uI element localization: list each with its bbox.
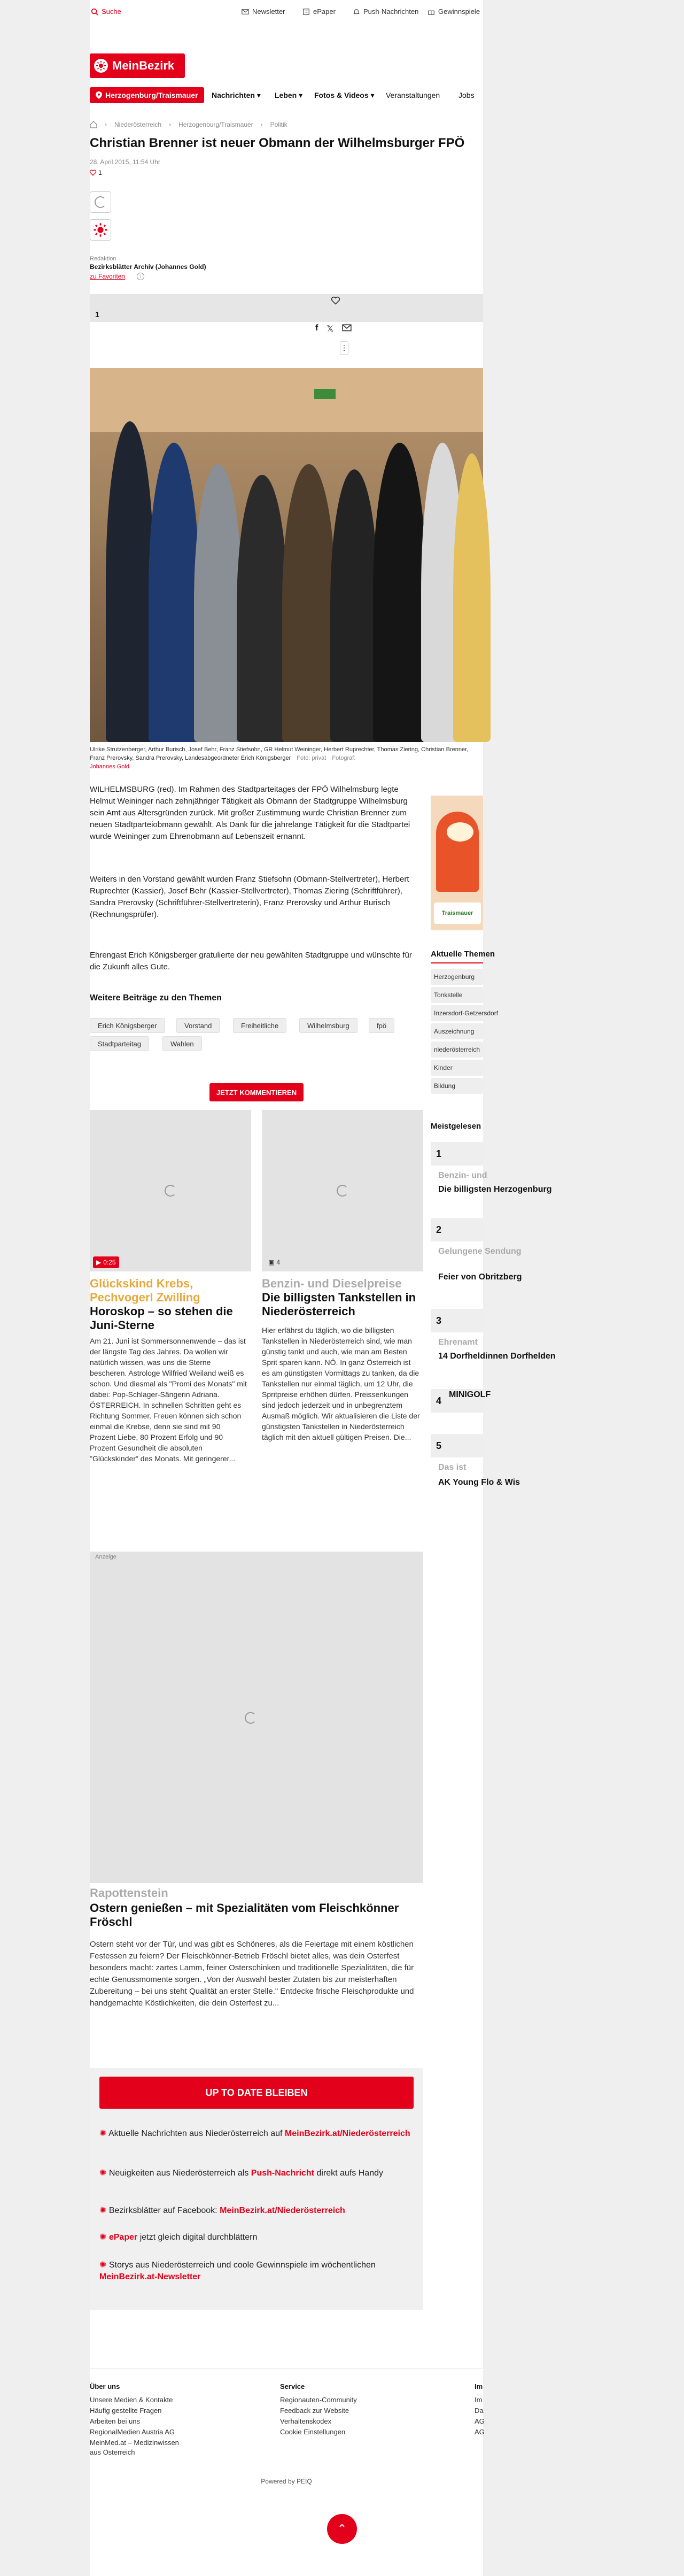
mail-share-icon[interactable]	[342, 323, 352, 332]
topic-tag[interactable]: fpö	[369, 1018, 394, 1033]
info-icon[interactable]: i	[137, 273, 144, 280]
card-title[interactable]: Horoskop – so stehen die Juni-Sterne	[90, 1305, 233, 1332]
footer-link[interactable]: Cookie Einstellungen	[280, 2428, 346, 2436]
topics-title: Aktuelle Themen	[431, 950, 495, 959]
topic-tag[interactable]: Tonkstelle	[431, 987, 483, 1003]
footer-heading: Im	[475, 2382, 483, 2390]
advertisement[interactable]: Anzeige	[90, 1552, 423, 1883]
photographer-link[interactable]: Johannes Gold	[90, 763, 129, 770]
breadcrumb-item[interactable]: Niederösterreich	[114, 121, 162, 128]
topic-tag[interactable]: Wilhelmsburg	[299, 1018, 357, 1033]
mail-icon	[242, 8, 249, 16]
most-read-title-item[interactable]: 14 Dorfheldinnen Dorfhelden	[438, 1352, 556, 1361]
sun-logo-icon: ✺	[99, 2206, 107, 2215]
author-name[interactable]: Bezirksblätter Archiv (Johannes Gold)	[90, 263, 206, 271]
x-icon[interactable]: 𝕏	[327, 325, 334, 334]
most-read-title: Meistgelesen	[431, 1122, 481, 1131]
gewinnspiele-link[interactable]: Gewinnspiele	[428, 7, 480, 16]
topic-tag[interactable]: Auszeichnung	[431, 1023, 483, 1039]
most-read-title-item[interactable]: Die billigsten Herzogenburg	[438, 1185, 552, 1194]
footer-link[interactable]: Feedback zur Website	[280, 2407, 349, 2415]
footer-link[interactable]: AG	[475, 2417, 485, 2425]
footer-link[interactable]: Unsere Medien & Kontakte	[90, 2396, 173, 2404]
footer-link[interactable]: MeinMed.at – Medizinwissen	[90, 2439, 179, 2447]
newsletter-row[interactable]: ✺ ePaper jetzt gleich digital durchblättern	[99, 2233, 258, 2242]
topic-tag[interactable]: Freiheitliche	[233, 1018, 286, 1033]
topic-tag[interactable]: Bildung	[431, 1078, 483, 1094]
newsletter-row[interactable]: ✺ Storys aus Niederösterreich und coole Gewinnspiele im wöchentlichen MeinBezirk.at-Newsletter	[99, 2261, 376, 2281]
nav-leben[interactable]: Leben ▾	[275, 91, 303, 99]
breadcrumb-item[interactable]: Herzogenburg/Traismauer	[178, 121, 253, 128]
card-title[interactable]: Die billigsten Tankstellen in Niederösterreich	[262, 1291, 416, 1318]
sun-logo-icon: ✺	[99, 2233, 107, 2242]
comment-button[interactable]: JETZT KOMMENTIEREN	[209, 1083, 304, 1101]
footer-link[interactable]: Im	[475, 2396, 483, 2404]
share-bar	[315, 323, 352, 334]
most-read-kicker: Benzin- und	[438, 1171, 487, 1180]
most-read-number: 5	[431, 1434, 483, 1457]
heart-icon	[90, 169, 96, 176]
footer-heading: Service	[280, 2382, 305, 2390]
article-paragraph: WILHELMSBURG (red). Im Rahmen des Stadtparteitages der FPÖ Wilhelmsburg legte Helmut Weininger nach zehnjähriger Tätigkeit als Obmann der Stadtgruppe Wilhelmsburg sein Amt aus Altersgründen zurück. Mit großer Zustimmung wurde Christian Brenner zum neuen Stadtparteiobmann gewählt. Als Dank für die jahrelange Tätigkeit für die Stadtpartei wurde Weininger zum Ehrenobmann auf Lebenszeit ernannt.	[90, 785, 410, 841]
like-button[interactable]: 1	[90, 169, 102, 176]
article-paragraph: Weiters in den Vorstand gewählt wurden Franz Stiefsohn (Obmann-Stellvertreter), Herbert Ruprechter (Kassier), Josef Behr (Kassier-Stellvertreter), Thomas Ziering (Schriftführer), Sandra Prerovsky (Schriftführer-Stellvertreterin), Franz Prerovsky und Arthur Burisch (Rechnungsprüfer).	[90, 875, 409, 919]
author-avatar[interactable]	[90, 219, 111, 241]
search-link[interactable]: Suche	[91, 7, 121, 16]
ad-title[interactable]: Ostern genießen – mit Spezialitäten vom Fleischkönner Fröschl	[90, 1901, 399, 1929]
photo-caption: Ulrike Strutzenberger, Arthur Burisch, Josef Behr, Franz Stiefsohn, GR Helmut Weininger, Herbert Ruprechter, Thomas Ziering, Christian Brenner, Franz Prerovsky, Sandra Prerovsky, Landesabgeordneter Erich Königsberger Foto: privat Fotograf: Johannes Gold	[90, 746, 469, 770]
article-photo[interactable]	[90, 368, 483, 742]
newsletter-box	[90, 2068, 423, 2310]
most-read-title-item[interactable]: Feier von Obritzberg	[438, 1272, 522, 1282]
sun-logo-icon: ✺	[99, 2261, 107, 2270]
camera-icon: ▣	[268, 1259, 275, 1266]
play-icon: ▶	[96, 1259, 102, 1266]
topic-tag[interactable]: Herzogenburg	[431, 969, 483, 985]
most-read-title-item[interactable]: AK Young Flo & Wis	[438, 1478, 520, 1487]
back-to-top-button[interactable]	[327, 2514, 357, 2544]
logo-sun-icon	[94, 59, 108, 73]
ad-text: Ostern steht vor der Tür, und was gibt es Schöneres, als die Feiertage mit einem köstlichen Festessen zu feiern? Der Fleischkönner-Betrieb Fröschl bietet alles, was dein Osterfest besonders macht: zartes Lamm, feiner Osterschinken und traditionelle Spezialitäten, die für echte Genussmomente sorgen. „Von der Auswahl bester Zutaten bis zur meisterhaften Zubereitung – bei uns steht Qualität an erster Stelle." Entdecke frische Fleischprodukte und handgemachte Köstlichkeiten, die dein Osterfest zu...	[90, 1940, 414, 2008]
region-selector[interactable]: Herzogenburg/Traismauer	[90, 87, 204, 103]
epaper-icon	[302, 8, 310, 16]
most-read-number: 2	[431, 1218, 483, 1241]
most-read-number: 3	[431, 1309, 483, 1332]
topic-tag[interactable]: Vorstand	[176, 1018, 220, 1033]
nav-fotos-videos[interactable]: Fotos & Videos ▾	[314, 91, 375, 99]
more-options-icon[interactable]: ⋮	[340, 341, 348, 355]
ad-kicker: Rapottenstein	[90, 1886, 168, 1900]
breadcrumb-item[interactable]: Politik	[270, 121, 287, 128]
topic-tag[interactable]: Inzersdorf-Getzersdorf	[431, 1005, 483, 1021]
topic-tag[interactable]: Wahlen	[162, 1036, 202, 1051]
loading-spinner	[165, 1185, 176, 1197]
more-topics-title: Weitere Beiträge zu den Themen	[90, 993, 222, 1002]
footer-link[interactable]: AG	[475, 2428, 485, 2436]
footer-link[interactable]: RegionalMedien Austria AG	[90, 2428, 175, 2436]
nav-veranstaltungen[interactable]: Veranstaltungen	[386, 91, 440, 99]
search-icon	[91, 8, 98, 16]
most-read-kicker: Gelungene Sendung	[438, 1247, 522, 1256]
topic-tag[interactable]: niederösterreich	[431, 1042, 483, 1058]
footer-link[interactable]: Verhaltenskodex	[280, 2417, 332, 2425]
footer-heading: Über uns	[90, 2382, 120, 2390]
card-text: Hier erfährst du täglich, wo die billigsten Tankstellen in Niederösterreich sind, wie man günstig tankt und auch, wie man am Besten Sprit sparen kann. NÖ. In ganz Österreich ist es am günstigsten Vormittags zu tanken, da die Tankstellen nur einmal täglich, um 12 Uhr, die Spritpreise erhöhen dürfen. Preissenkungen sind jedoch jederzeit und in unbegrenztem Ausmaß möglich. Wir aktualisieren die Liste der günstigsten Tankstellen in Niederösterreich täglich mit den aktuell gültigen Preisen. Die...	[262, 1326, 420, 1441]
most-read-number: 4	[431, 1389, 483, 1413]
newsletter-link[interactable]: Newsletter	[242, 7, 285, 16]
sun-logo-icon: ✺	[99, 2169, 107, 2178]
newsletter-row[interactable]: ✺ Aktuelle Nachrichten aus Niederösterreich auf MeinBezirk.at/Niederösterreich	[99, 2129, 410, 2138]
top-bar	[0, 0, 684, 24]
card-kicker: Glückskind Krebs, Pechvogerl Zwilling	[90, 1277, 200, 1304]
most-read-number: 1	[431, 1142, 483, 1166]
heart-icon[interactable]	[331, 296, 340, 305]
epaper-link[interactable]: ePaper	[302, 7, 336, 16]
card-kicker: Benzin- und Dieselpreise	[262, 1277, 402, 1290]
nav-jobs[interactable]: Jobs	[458, 91, 475, 99]
nav-nachrichten[interactable]: Nachrichten ▾	[212, 91, 261, 99]
gallery-badge: ▣ 4	[268, 1259, 281, 1266]
footer-link[interactable]: Häufig gestellte Fragen	[90, 2407, 162, 2415]
article-paragraph: Ehrengast Erich Königsberger gratulierte der neu gewählten Stadtgruppe und wünschte für die Zukunft alles Gute.	[90, 951, 412, 971]
redaktion-label: Redaktion	[90, 256, 116, 262]
site-logo[interactable]: MeinBezirk	[90, 53, 185, 78]
footer-link[interactable]: aus Österreich	[90, 2448, 135, 2456]
loading-spinner	[245, 1712, 256, 1724]
bell-icon	[353, 8, 360, 16]
loading-spinner	[337, 1185, 348, 1197]
sun-logo-icon: ✺	[99, 2129, 107, 2138]
stay-updated-button[interactable]: UP TO DATE BLEIBEN	[99, 2077, 414, 2109]
location-pin-icon	[96, 91, 102, 99]
newsletter-row[interactable]: ✺ Bezirksblätter auf Facebook: MeinBezirk.at/Niederösterreich	[99, 2206, 345, 2215]
article-title: Christian Brenner ist neuer Obmann der Wilhelmsburger FPÖ	[90, 136, 465, 150]
sun-logo-icon	[93, 222, 108, 237]
facebook-icon[interactable]: f	[315, 323, 318, 333]
footer-link[interactable]: Arbeiten bei uns	[90, 2417, 140, 2425]
gallery-bar	[90, 294, 483, 322]
loading-spinner	[90, 191, 111, 213]
push-link[interactable]: Push-Nachrichten	[353, 7, 418, 16]
most-read-title-item[interactable]: MINIGOLF	[449, 1390, 491, 1399]
most-read-kicker: Ehrenamt	[438, 1338, 478, 1347]
article-date: 28. April 2015, 11:54 Uhr	[90, 158, 160, 166]
footer-link[interactable]: Regionauten-Community	[280, 2396, 357, 2404]
video-badge: ▶ 0:25	[93, 1256, 119, 1268]
gallery-count: 1	[95, 310, 99, 319]
breadcrumb: › Niederösterreich › Herzogenburg/Traismauer › Politik	[90, 121, 287, 128]
card-text: Am 21. Juni ist Sommersonnenwende – das ist der längste Tag des Jahres. Da wollen wir natürlich wissen, was uns die Sterne bescheren. Astrologe Wilfried Weiland weiß es schon. Und diesmal als "Promi des Monats" mit dabei: Pop-Schlager-Sängerin Adriana. ÖSTERREICH. In schnellen Schritten geht es Richtung Sommer. Freuen können sich schon einmal die Krebse, denn sie sind mit 90 Prozent Liebe, 80 Prozent Erfolg und 90 Prozent Gesundheit die absoluten "Glückskinder" des Monats. Mit geringerer...	[90, 1337, 247, 1463]
topic-tag[interactable]: Stadtparteitag	[90, 1036, 149, 1051]
footer-link[interactable]: Da	[475, 2407, 484, 2415]
favorites-link[interactable]: zu Favoriten	[90, 273, 126, 280]
home-icon[interactable]	[90, 121, 97, 128]
topic-tag[interactable]: Kinder	[431, 1060, 483, 1076]
newsletter-row[interactable]: ✺ Neuigkeiten aus Niederösterreich als Push-Nachricht direkt aufs Handy	[99, 2169, 383, 2178]
card-image[interactable]	[262, 1110, 423, 1271]
powered-by[interactable]: Powered by PEIQ	[261, 2478, 312, 2485]
card-image[interactable]	[90, 1110, 251, 1271]
side-advertisement[interactable]: Traismauer	[431, 796, 483, 930]
gift-icon	[428, 8, 435, 16]
most-read-kicker: Das ist	[438, 1463, 467, 1472]
topic-tag[interactable]: Erich Königsberger	[90, 1018, 165, 1033]
chevron-up-icon: ⌃	[337, 2522, 347, 2535]
